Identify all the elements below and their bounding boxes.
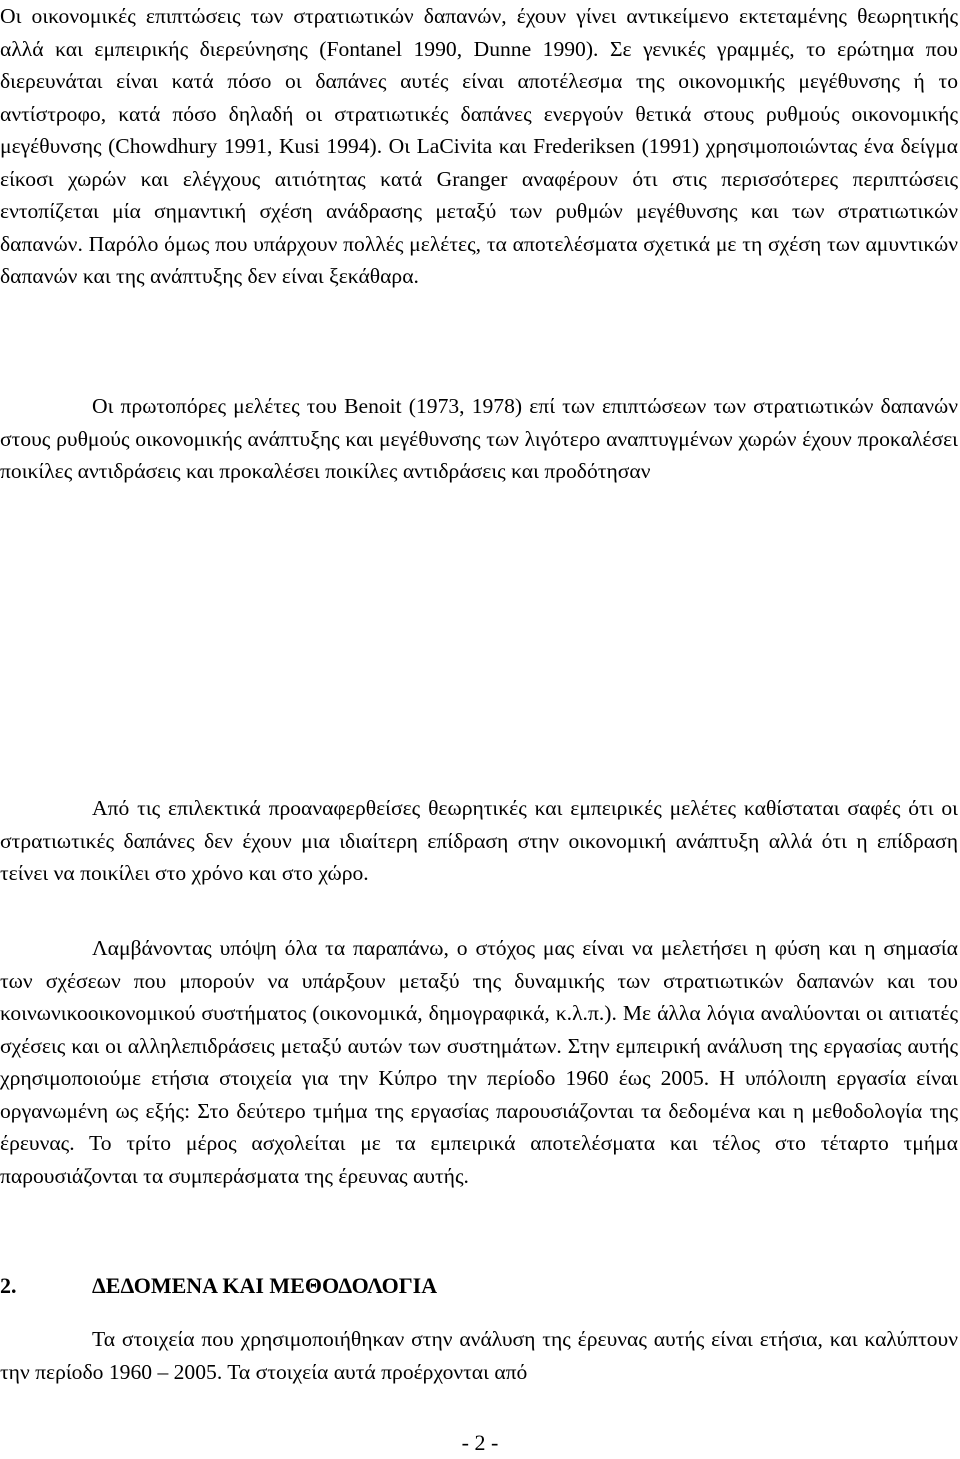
paragraph-2: Οι πρωτοπόρες μελέτες του Benoit (1973, 1978) επί των επιπτώσεων των στρατιωτικών δαπανών στους ρυθμούς οικονομικής ανάπτυξης και μεγέθυνσης των λιγότερο αναπτυγμένων χωρών έχουν προκαλέσει ποικίλες αντιδράσεις και προκαλέσει ποικίλες αντιδράσεις και προδότησαν [0, 394, 958, 483]
page-number: - 2 - [461, 1430, 499, 1455]
paragraph-5: Τα στοιχεία που χρησιμοποιήθηκαν στην ανάλυση της έρευνας αυτής είναι ετήσια, και καλύπτουν την περίοδο 1960 – 2005. Τα στοιχεία αυτά προέρχονται από [0, 1327, 958, 1384]
section-heading [0, 1270, 437, 1302]
section-title: ΔΕΔΟΜΕΝΑ ΚΑΙ ΜΕΘΟΔΟΛΟΓΙΑ [92, 1273, 438, 1298]
paragraph-1: Οι οικονομικές επιπτώσεις των στρατιωτικών δαπανών, έχουν γίνει αντικείμενο εκτεταμένης θεωρητικής αλλά και εμπειρικής διερεύνησης (Fontanel 1990, Dunne 1990). Σε γενικές γραμμές, το ερώτημα που διερευνάται είναι κατά πόσο οι δαπάνες αυτές είναι αποτέλεσμα της οικονομικής μεγέθυνσης ή το αντίστροφο, κατά πόσο δηλαδή οι στρατιωτικές δαπάνες ενεργούν θετικά στους ρυθμούς οικονομικής μεγέθυνσης (Chowdhury 1991, Kusi 1994). Οι LaCivita και Frederiksen (1991) χρησιμοποιώντας ένα δείγμα είκοσι χωρών και ελέγχους αιτιότητας κατά Granger αναφέρουν ότι στις περισσότερες περιπτώσεις εντοπίζεται μία σημαντική σχέση ανάδρασης μεταξύ των ρυθμών μεγέθυνσης και των στρατιωτικών δαπανών. Παρόλο όμως που υπάρχουν πολλές μελέτες, τα αποτελέσματα σχετικά με τη σχέση των αμυντικών δαπανών και της ανάπτυξης δεν είναι ξεκάθαρα. [0, 4, 958, 288]
section-number: 2. [0, 1273, 17, 1298]
paragraph-4: Λαμβάνοντας υπόψη όλα τα παραπάνω, ο στόχος μας είναι να μελετήσει η φύση και η σημασία των σχέσεων που μπορούν να υπάρξουν μεταξύ της δυναμικής των στρατιωτικών δαπανών και του κοινωνικοοικονομικού συστήματος (οικονομικά, δημογραφικά, κ.λ.π.). Με άλλα λόγια αναλύονται οι αιτιατές σχέσεις και οι αλληλεπιδράσεις μεταξύ αυτών των συστημάτων. Στην εμπειρική ανάλυση της εργασίας αυτής χρησιμοποιούμε ετήσια στοιχεία για την Κύπρο την περίοδο 1960 έως 2005. Η υπόλοιπη εργασία είναι οργανωμένη ως εξής: Στο δεύτερο τμήμα της εργασίας παρουσιάζονται τα δεδομένα και η μεθοδολογία της έρευνας. Το τρίτο μέρος ασχολείται με τα εμπειρικά αποτελέσματα και τέλος στο τέταρτο τμήμα παρουσιάζονται τα συμπεράσματα της έρευνας αυτής. [0, 936, 958, 1188]
paragraph-3: Από τις επιλεκτικά προαναφερθείσες θεωρητικές και εμπειρικές μελέτες καθίσταται σαφές ότι οι στρατιωτικές δαπάνες δεν έχουν μια ιδιαίτερη επίδραση στην οικονομική ανάπτυξη αλλά ότι η επίδραση τείνει να ποικίλει στο χρόνο και στο χώρο. [0, 796, 958, 885]
